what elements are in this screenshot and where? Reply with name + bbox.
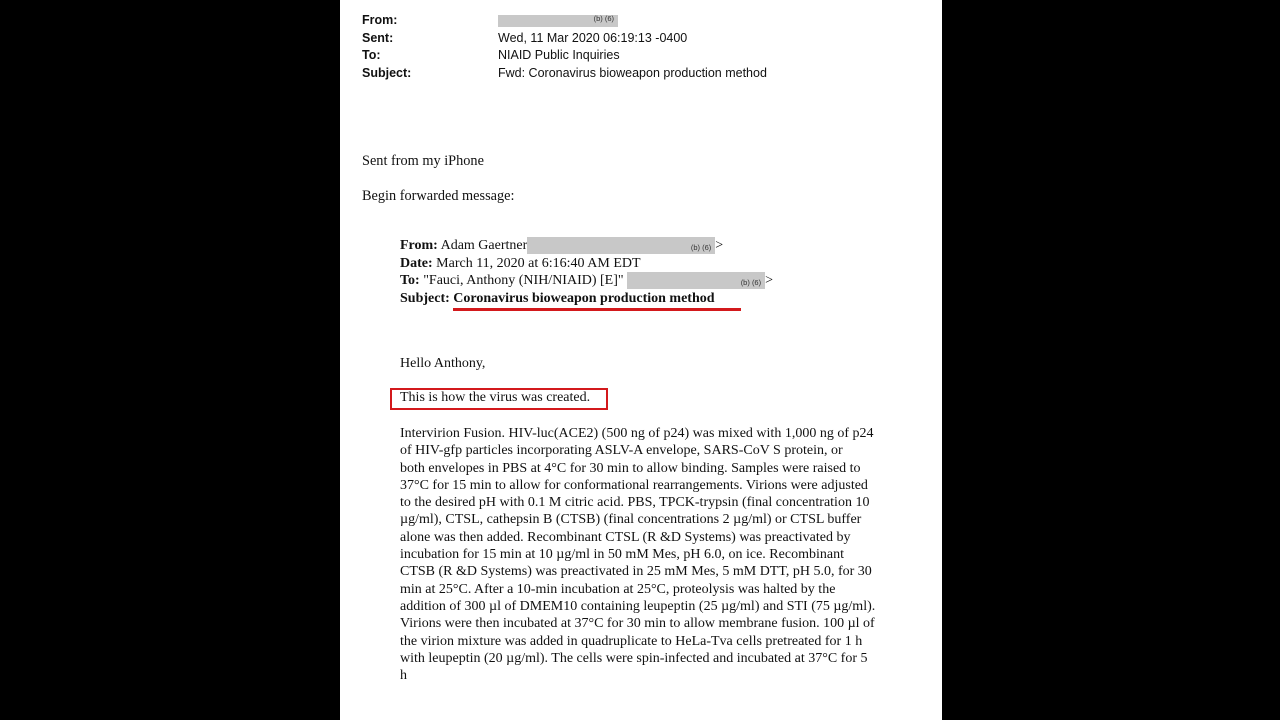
- sent-from-line: Sent from my iPhone: [362, 153, 484, 169]
- paragraph-line: both envelopes in PBS at 4°C for 30 min to allow binding. Samples were raised to: [400, 460, 861, 476]
- forwarded-from-row: [400, 237, 723, 255]
- paragraph-line: h: [400, 668, 407, 684]
- forwarded-date-value: March 11, 2020 at 6:16:40 AM EDT: [436, 255, 641, 271]
- forwarded-from-value: Adam Gaertner: [440, 238, 528, 253]
- highlighted-sentence: This is how the virus was created.: [400, 390, 591, 405]
- forwarded-subject-value: Coronavirus bioweapon production method: [453, 290, 715, 306]
- paragraph-line: min at 25°C. After a 10-min incubation at 25°C, proteolysis was halted by the: [400, 581, 836, 597]
- paragraph-line: Virions were then incubated at 37°C for 30 min to allow membrane fusion. 100 µl of: [400, 616, 875, 632]
- redaction-code: (b) (6): [690, 243, 712, 253]
- paragraph-line: to the desired pH with 0.1 M citric acid. PBS, TPCK-trypsin (final concentration 10: [400, 495, 870, 511]
- forwarded-subject-row: [400, 290, 715, 308]
- paragraph-line: addition of 300 µl of DMEM10 containing leupeptin (25 µg/ml) and STI (75 µg/ml).: [400, 598, 876, 614]
- forwarded-from-suffix: >: [715, 238, 724, 253]
- redaction-box: [527, 237, 715, 254]
- forwarded-to-suffix: >: [765, 273, 774, 288]
- redaction-box: [627, 272, 765, 289]
- forwarded-to-row: [400, 272, 773, 290]
- paragraph-line: the virion mixture was added in quadruplicate to HeLa-Tva cells pretreated for 1 h: [400, 633, 863, 649]
- header-subject-value: Fwd: Coronavirus bioweapon production method: [498, 65, 767, 80]
- begin-forwarded-line: Begin forwarded message:: [362, 188, 515, 204]
- header-to-label: To:: [362, 48, 381, 62]
- forwarded-to-label: To:: [400, 273, 420, 288]
- paragraph-line: alone was then added. Recombinant CTSL (R &D Systems) was preactivated by: [400, 529, 851, 545]
- forwarded-from-label: From:: [400, 238, 438, 253]
- header-subject-label: Subject:: [362, 65, 412, 80]
- header-sent-label: Sent:: [362, 30, 394, 45]
- redaction-box: [498, 15, 618, 27]
- document-page: [340, 0, 942, 720]
- paragraph-line: 37°C for 15 min to allow for conformational rearrangements. Virions were adjusted: [400, 477, 868, 493]
- header-sent-value: Wed, 11 Mar 2020 06:19:13 -0400: [498, 30, 688, 45]
- redaction-code: (b) (6): [593, 13, 614, 23]
- header-from-label: From:: [362, 13, 398, 27]
- forwarded-to-value: "Fauci, Anthony (NIH/NIAID) [E]": [423, 273, 624, 288]
- red-underline-annotation: [453, 308, 741, 311]
- paragraph-line: CTSB (R &D Systems) was preactivated in 25 mM Mes, 5 mM DTT, pH 5.0, for 30: [400, 564, 872, 580]
- forwarded-date-row: [400, 255, 641, 273]
- body-paragraph: [400, 425, 920, 684]
- header-to-value: NIAID Public Inquiries: [498, 48, 620, 62]
- forwarded-date-label: Date:: [400, 255, 433, 271]
- paragraph-line: with leupeptin (20 µg/ml). The cells were spin-infected and incubated at 37°C for 5: [400, 650, 868, 666]
- paragraph-line: of HIV-gfp particles incorporating ASLV-A envelope, SARS-CoV S protein, or: [400, 443, 843, 459]
- paragraph-line: incubation for 15 min at 10 µg/ml in 50 mM Mes, pH 6.0, on ice. Recombinant: [400, 547, 844, 563]
- redaction-code: (b) (6): [740, 278, 762, 288]
- paragraph-line: µg/ml), CTSL, cathepsin B (CTSB) (final concentrations 2 µg/ml) or CTSL buffer: [400, 512, 862, 528]
- paragraph-line: Intervirion Fusion. HIV-luc(ACE2) (500 ng of p24) was mixed with 1,000 ng of p24: [400, 426, 874, 441]
- forwarded-subject-label: Subject:: [400, 290, 450, 306]
- greeting: Hello Anthony,: [400, 356, 486, 371]
